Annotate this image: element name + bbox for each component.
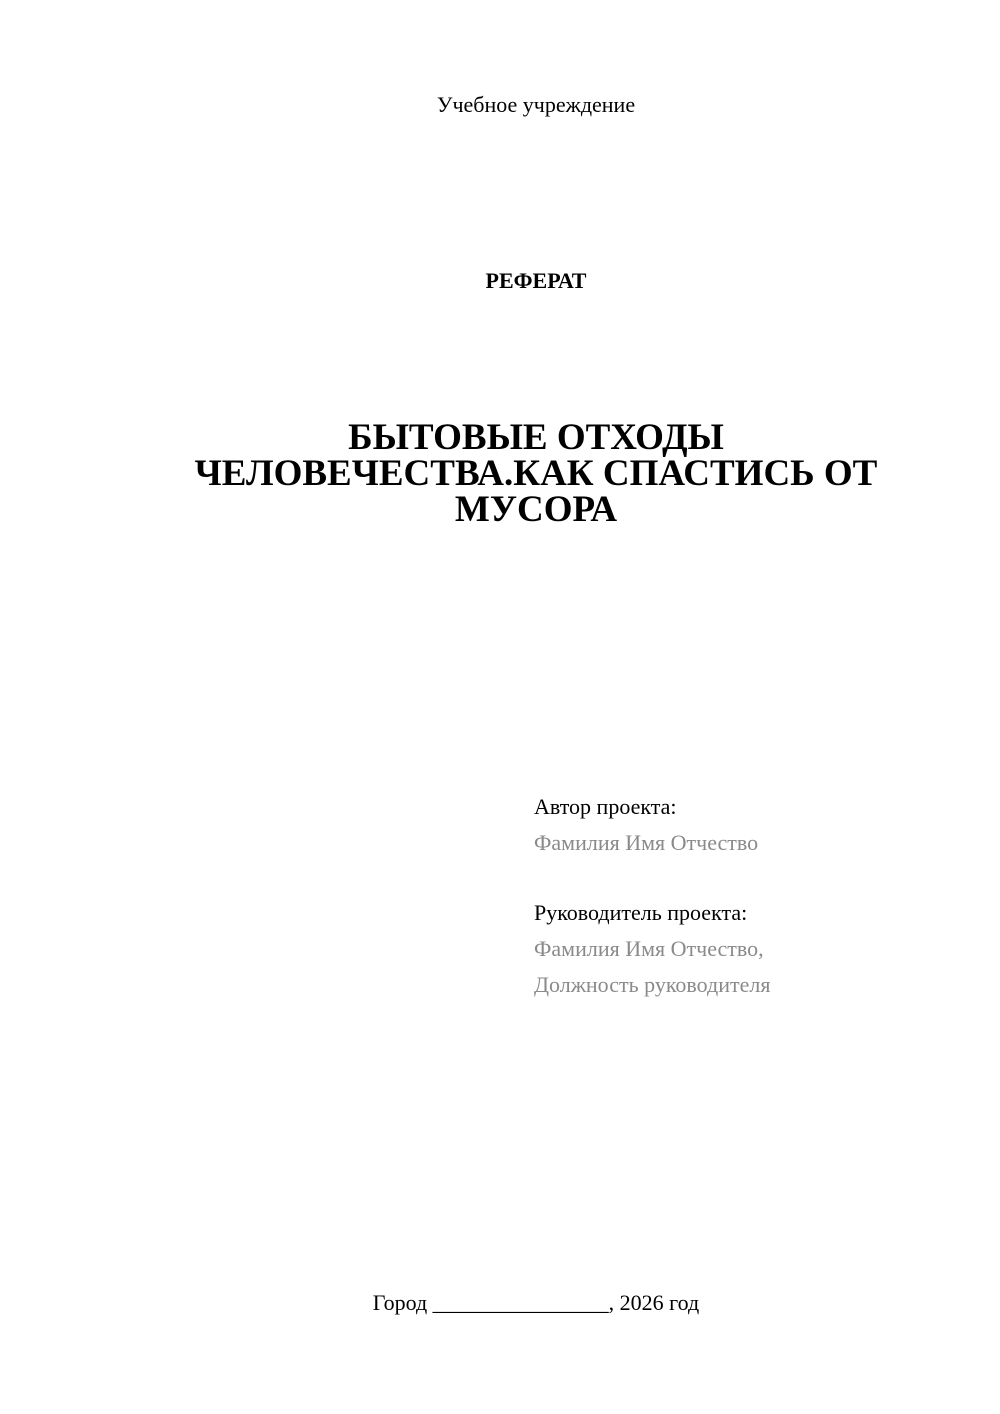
author-name: Фамилия Имя Отчество <box>534 830 759 855</box>
city-year-footer: Город ________________, 2026 год <box>372 1290 700 1315</box>
document-type: РЕФЕРАТ <box>485 268 587 293</box>
supervisor-position: Должность руководителя <box>534 972 771 997</box>
document-title <box>150 417 922 530</box>
title-line: БЫТОВЫЕ ОТХОДЫ <box>348 417 724 458</box>
supervisor-name: Фамилия Имя Отчество, <box>534 936 764 961</box>
supervisor-label: Руководитель проекта: <box>534 900 748 925</box>
title-line: ЧЕЛОВЕЧЕСТВА.КАК СПАСТИСЬ ОТ <box>194 453 878 494</box>
author-block <box>534 789 974 1003</box>
title-line: МУСОРА <box>454 489 618 530</box>
institution-name: Учебное учреждение <box>436 92 636 117</box>
author-label: Автор проекта: <box>534 794 677 819</box>
block-spacer <box>534 861 974 895</box>
